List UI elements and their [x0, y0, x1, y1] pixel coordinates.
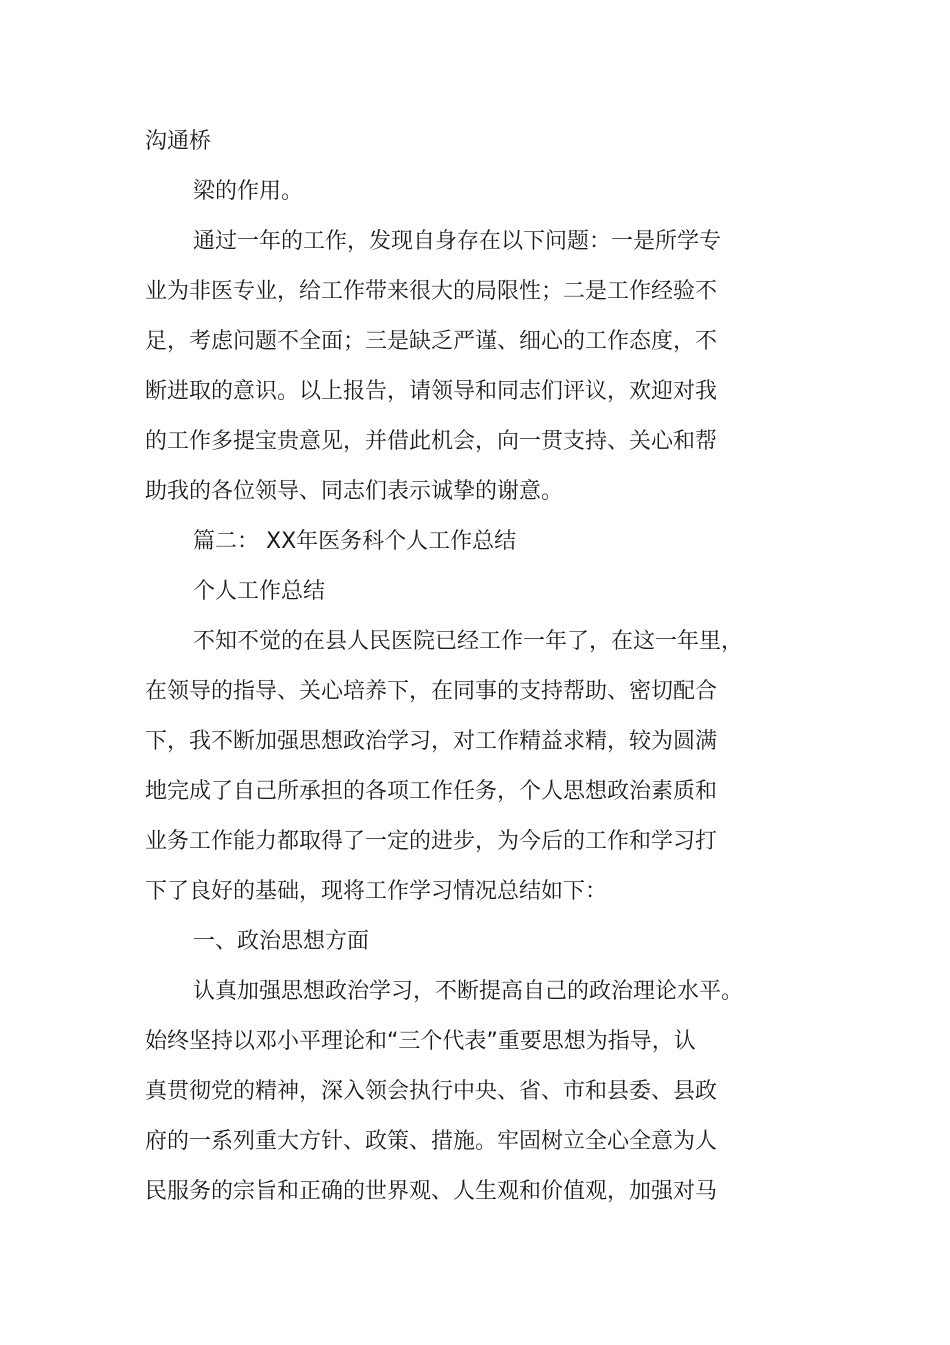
- text-line: 民服务的宗旨和正确的世界观、人生观和价值观，加强对马: [145, 1179, 718, 1204]
- paragraph-start-line: 通过一年的工作，发现自身存在以下问题：一是所学专: [193, 229, 722, 254]
- text-line: 业为非医专业，给工作带来很大的局限性；二是工作经验不: [145, 279, 718, 304]
- text-line: 业务工作能力都取得了一定的进步，为今后的工作和学习打: [145, 829, 718, 854]
- text-line: 助我的各位领导、同志们表示诚挚的谢意。: [145, 479, 564, 504]
- paragraph-start-line: 不知不觉的在县人民医院已经工作一年了，在这一年里，: [193, 629, 744, 654]
- text-line: 的工作多提宝贵意见，并借此机会，向一贯支持、关心和帮: [145, 429, 718, 454]
- text-line: 梁的作用。: [193, 179, 304, 204]
- text-line: 下，我不断加强思想政治学习，对工作精益求精，较为圆满: [145, 729, 718, 754]
- text-line: 下了良好的基础，现将工作学习情况总结如下：: [145, 879, 608, 904]
- section-heading: 篇二： XX年医务科个人工作总结: [193, 529, 517, 554]
- sub-heading: 个人工作总结: [193, 579, 326, 604]
- text-line: 真贯彻党的精神，深入领会执行中央、省、市和县委、县政: [145, 1079, 718, 1104]
- text-line: 断进取的意识。以上报告，请领导和同志们评议，欢迎对我: [145, 379, 718, 404]
- text-line: 地完成了自己所承担的各项工作任务，个人思想政治素质和: [145, 779, 718, 804]
- paragraph-start-line: 认真加强思想政治学习，不断提高自己的政治理论水平。: [193, 979, 744, 1004]
- text-line: 沟通桥: [145, 129, 212, 154]
- text-line: 始终坚持以邓小平理论和“三个代表”重要思想为指导，认: [145, 1029, 696, 1054]
- text-line: 在领导的指导、关心培养下，在同事的支持帮助、密切配合: [145, 679, 718, 704]
- section-heading: 一、政治思想方面: [193, 929, 370, 954]
- text-line: 府的一系列重大方针、政策、措施。牢固树立全心全意为人: [145, 1129, 718, 1154]
- text-line: 足，考虑问题不全面；三是缺乏严谨、细心的工作态度，不: [145, 329, 718, 354]
